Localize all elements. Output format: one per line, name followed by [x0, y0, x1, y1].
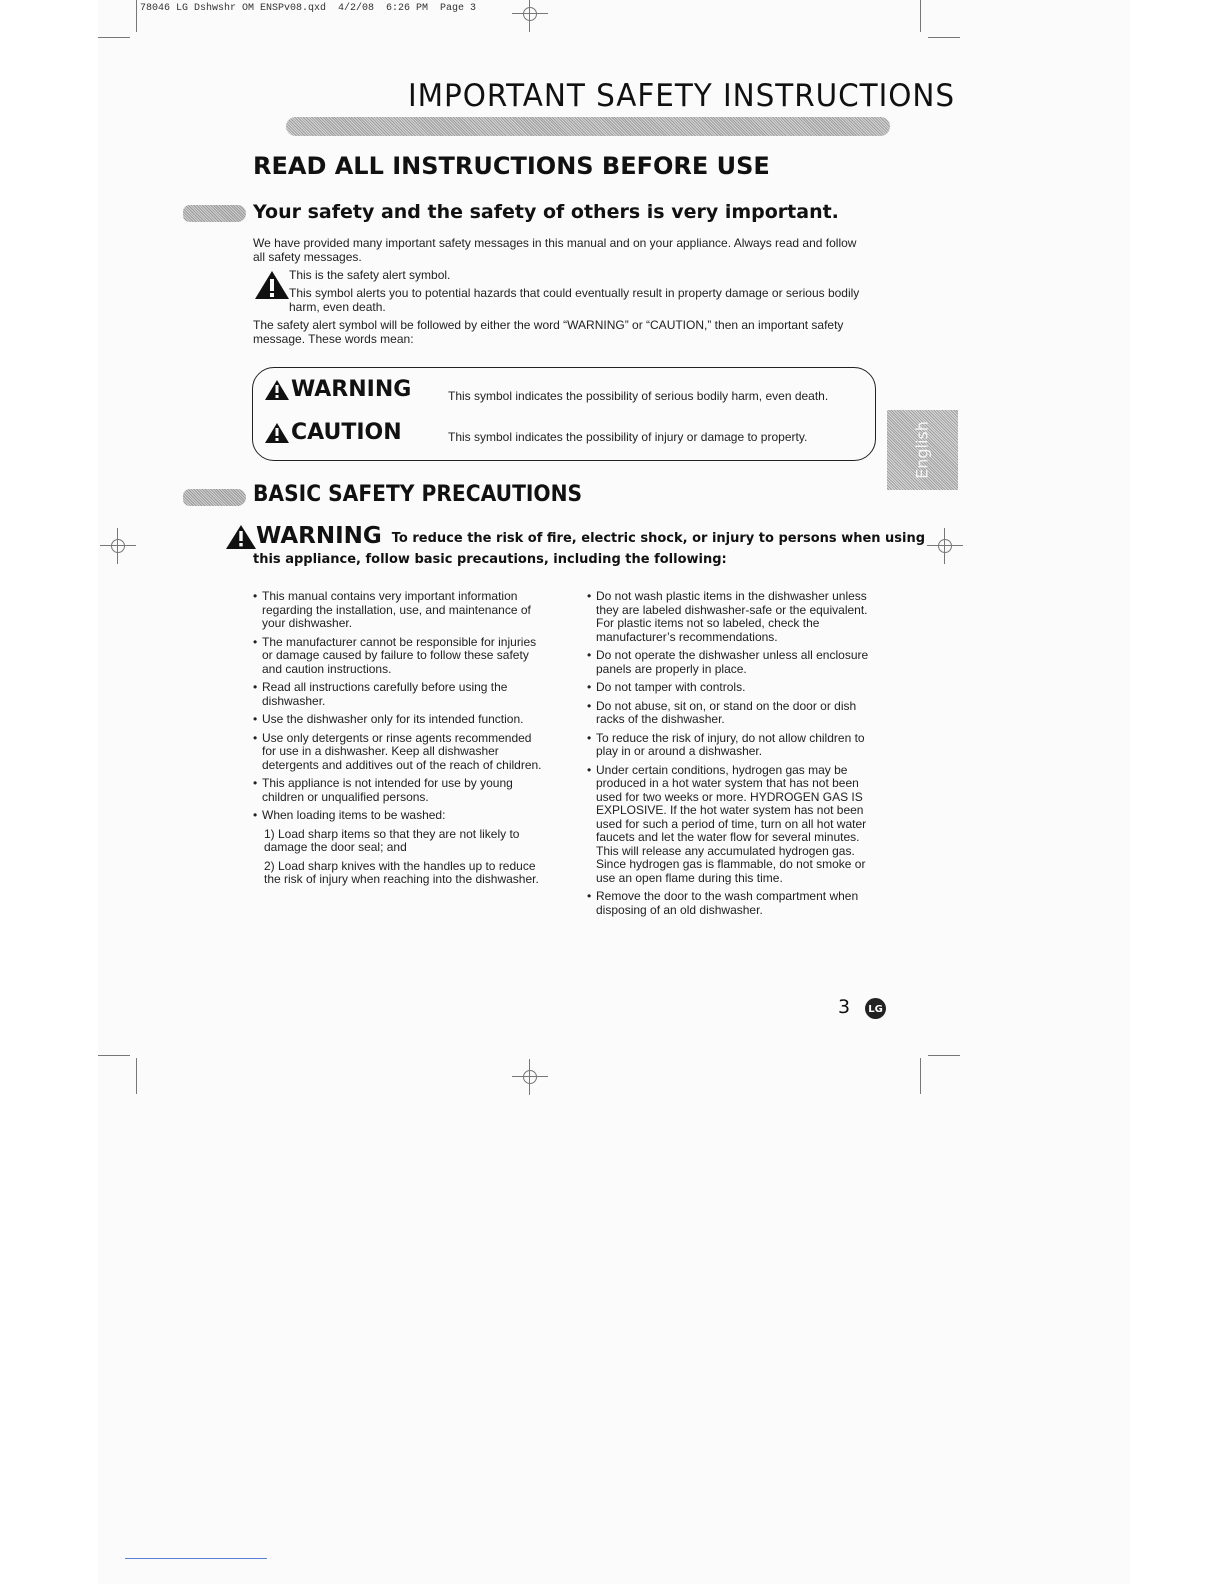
divider — [125, 1558, 267, 1559]
list-item: • To reduce the risk of injury, do not allow children to play in or around a dishwasher. — [587, 732, 877, 759]
intro-paragraph: We have provided many important safety messages in this manual and on your appliance. Always read and follow all safety messages. — [253, 236, 857, 264]
warning-signal-word — [265, 377, 411, 402]
section-marker — [183, 205, 246, 222]
registration-mark-icon — [512, 0, 548, 32]
crop-mark — [136, 1058, 137, 1094]
list-item: • This manual contains very important information regarding the installation, use, and maintenance of your dishwasher. — [253, 590, 543, 631]
registration-mark-icon — [512, 1059, 548, 1095]
list-item: • Use the dishwasher only for its intended function. — [253, 713, 543, 727]
page-title: IMPORTANT SAFETY INSTRUCTIONS — [408, 78, 955, 114]
print-slug: 78046 LG Dshwshr OM ENSPv08.qxd 4/2/08 6:26 PM Page 3 — [140, 3, 477, 14]
list-item: • Do not wash plastic items in the dishwasher unless they are labeled dishwasher-safe or the equivalent. For plastic items not so labeled, check the manufacturer’s recommendations. — [587, 590, 877, 644]
precaution-warning-text: To reduce the risk of fire, electric shock, or injury to persons when using — [391, 531, 926, 546]
warning-definition: This symbol indicates the possibility of serious bodily harm, even death. — [448, 389, 829, 403]
read-instructions-heading: READ ALL INSTRUCTIONS BEFORE USE — [253, 152, 770, 180]
list-item: • Use only detergents or rinse agents recommended for use in a dishwasher. Keep all dishwasher detergents and additives out of the reach of children. — [253, 732, 543, 773]
list-item: • Do not abuse, sit on, or stand on the door or dish racks of the dishwasher. — [587, 700, 877, 727]
list-item: • Read all instructions carefully before using the dishwasher. — [253, 681, 543, 708]
list-item: • Do not tamper with controls. — [587, 681, 877, 695]
list-item: • When loading items to be washed: — [253, 809, 543, 823]
crop-mark — [928, 1055, 960, 1056]
caution-signal-word — [265, 420, 402, 445]
alert-symbol-description: This symbol alerts you to potential hazards that could eventually result in property damage or serious bodily harm, even death. — [289, 286, 860, 314]
crop-mark — [928, 37, 960, 38]
list-item: • This appliance is not intended for use by young children or unqualified persons. — [253, 777, 543, 804]
list-subitem: 1) Load sharp items so that they are not likely to damage the door seal; and — [264, 826, 520, 854]
precaution-warning — [226, 523, 925, 549]
list-subitem: 2) Load sharp knives with the handles up to reduce the risk of injury when reaching into the dishwasher. — [264, 858, 539, 886]
caution-triangle-icon — [265, 423, 289, 443]
list-item: • The manufacturer cannot be responsible for injuries or damage caused by failure to follow these safety and caution instructions. — [253, 636, 543, 677]
lg-logo-letter: LG — [868, 1004, 883, 1015]
basic-precautions-heading: BASIC SAFETY PRECAUTIONS — [253, 482, 583, 507]
right-precautions-list — [587, 590, 877, 922]
caution-label: CAUTION — [291, 420, 402, 445]
warning-triangle-icon — [265, 380, 289, 400]
safety-alert-icon — [254, 270, 290, 300]
title-underline-bar — [286, 117, 890, 136]
crop-mark — [136, 0, 137, 32]
crop-mark — [920, 1058, 921, 1094]
crop-mark — [98, 37, 130, 38]
registration-mark-icon — [927, 528, 963, 564]
warning-triangle-icon — [226, 525, 256, 549]
crop-mark — [98, 1055, 130, 1056]
page-number: 3 — [838, 996, 851, 1018]
warning-label: WARNING — [291, 377, 412, 402]
safety-subheading: Your safety and the safety of others is very important. — [253, 201, 839, 223]
left-precautions-list — [253, 590, 543, 892]
language-tab-label: English — [912, 421, 932, 479]
precaution-warning-text-cont: this appliance, follow basic precautions, including the following: — [253, 552, 727, 567]
registration-mark-icon — [100, 528, 136, 564]
list-item: • Under certain conditions, hydrogen gas may be produced in a hot water system that has not been used for two weeks or more. HYDROGEN GAS IS EXPLOSIVE. If the hot water system has not been used for such a period of time, turn on all hot water faucets and let the water flow for several minutes. This will release any accumulated hydrogen gas. Since hydrogen gas is flammable, do not smoke or use an open flame during this time. — [587, 764, 877, 886]
follow-paragraph: The safety alert symbol will be followed by either the word “WARNING” or “CAUTION,” then an important safety message. These words mean: — [253, 318, 844, 346]
section-marker — [183, 489, 246, 506]
alert-symbol-line: This is the safety alert symbol. — [289, 268, 451, 282]
precaution-warning-label: WARNING — [256, 523, 382, 549]
list-item: • Do not operate the dishwasher unless all enclosure panels are properly in place. — [587, 649, 877, 676]
list-item: • Remove the door to the wash compartment when disposing of an old dishwasher. — [587, 890, 877, 917]
lg-logo-icon — [865, 998, 886, 1019]
caution-definition: This symbol indicates the possibility of injury or damage to property. — [448, 430, 808, 444]
crop-mark — [920, 0, 921, 32]
